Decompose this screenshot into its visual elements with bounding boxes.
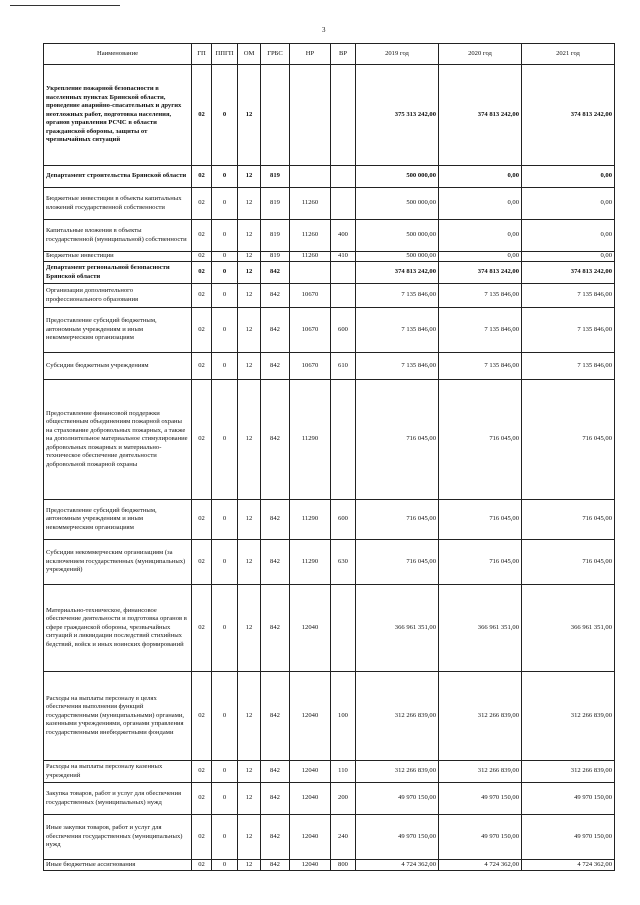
row-nr: 10670 <box>290 353 331 380</box>
row-grbs: 842 <box>261 860 290 871</box>
table-row <box>44 166 615 188</box>
table-row <box>44 815 615 860</box>
row-grbs: 842 <box>261 308 290 353</box>
row-2019: 7 135 846,00 <box>356 353 439 380</box>
row-name: Материально-техническое, финансовое обеспечение деятельности и подготовка органов в сфере гражданской обороны, чрезвычайных ситуаций и ликвидации последствий стихийных бедствий, войск и иных воинских формирований <box>44 585 192 672</box>
row-vr: 200 <box>331 783 356 815</box>
row-om: 12 <box>238 380 261 500</box>
row-name: Субсидии бюджетным учреждениям <box>44 353 192 380</box>
row-gp: 02 <box>192 65 212 166</box>
row-2021: 366 961 351,00 <box>522 585 615 672</box>
row-2020: 7 135 846,00 <box>439 353 522 380</box>
row-nr: 12040 <box>290 783 331 815</box>
header-name: Наименование <box>44 44 192 65</box>
row-om: 12 <box>238 220 261 252</box>
row-2020: 7 135 846,00 <box>439 284 522 308</box>
row-vr: 600 <box>331 308 356 353</box>
row-nr: 12040 <box>290 860 331 871</box>
header-grbs: ГРБС <box>261 44 290 65</box>
row-om: 12 <box>238 284 261 308</box>
header-nr: НР <box>290 44 331 65</box>
row-2021: 49 970 150,00 <box>522 815 615 860</box>
row-name: Департамент региональной безопасности Брянской области <box>44 262 192 284</box>
row-2021: 716 045,00 <box>522 380 615 500</box>
row-nr: 12040 <box>290 672 331 761</box>
row-gp: 02 <box>192 308 212 353</box>
row-om: 12 <box>238 65 261 166</box>
table-row <box>44 585 615 672</box>
row-grbs: 842 <box>261 761 290 783</box>
row-grbs <box>261 65 290 166</box>
row-om: 12 <box>238 672 261 761</box>
row-name: Иные бюджетные ассигнования <box>44 860 192 871</box>
row-grbs: 819 <box>261 166 290 188</box>
header-2019: 2019 год <box>356 44 439 65</box>
row-name: Бюджетные инвестиции в объекты капитальных вложений государственной собственности <box>44 188 192 220</box>
row-vr <box>331 284 356 308</box>
row-gp: 02 <box>192 500 212 540</box>
row-om: 12 <box>238 500 261 540</box>
row-nr: 12040 <box>290 585 331 672</box>
row-name: Иные закупки товаров, работ и услуг для обеспечения государственных (муниципальных) нужд <box>44 815 192 860</box>
table-row <box>44 380 615 500</box>
row-2019: 4 724 362,00 <box>356 860 439 871</box>
table-row <box>44 672 615 761</box>
table-row <box>44 783 615 815</box>
table-row <box>44 500 615 540</box>
row-2020: 0,00 <box>439 188 522 220</box>
row-vr: 800 <box>331 860 356 871</box>
row-nr <box>290 262 331 284</box>
row-grbs: 842 <box>261 783 290 815</box>
header-2021: 2021 год <box>522 44 615 65</box>
row-2021: 7 135 846,00 <box>522 353 615 380</box>
header-2020: 2020 год <box>439 44 522 65</box>
row-grbs: 842 <box>261 585 290 672</box>
row-om: 12 <box>238 252 261 262</box>
row-2021: 374 813 242,00 <box>522 65 615 166</box>
row-gp: 02 <box>192 166 212 188</box>
row-vr <box>331 65 356 166</box>
row-gp: 02 <box>192 815 212 860</box>
row-ppgp: 0 <box>212 308 238 353</box>
row-2021: 716 045,00 <box>522 540 615 585</box>
row-vr: 100 <box>331 672 356 761</box>
header-om: ОМ <box>238 44 261 65</box>
row-gp: 02 <box>192 353 212 380</box>
row-name: Бюджетные инвестиции <box>44 252 192 262</box>
row-grbs: 842 <box>261 815 290 860</box>
row-grbs: 819 <box>261 220 290 252</box>
row-vr: 110 <box>331 761 356 783</box>
row-ppgp: 0 <box>212 761 238 783</box>
row-2021: 4 724 362,00 <box>522 860 615 871</box>
row-name: Закупка товаров, работ и услуг для обеспечения государственных (муниципальных) нужд <box>44 783 192 815</box>
row-2020: 0,00 <box>439 252 522 262</box>
row-2021: 7 135 846,00 <box>522 308 615 353</box>
row-2021: 0,00 <box>522 252 615 262</box>
row-gp: 02 <box>192 585 212 672</box>
row-2021: 716 045,00 <box>522 500 615 540</box>
row-gp: 02 <box>192 284 212 308</box>
row-nr: 12040 <box>290 761 331 783</box>
row-2021: 0,00 <box>522 166 615 188</box>
row-2020: 716 045,00 <box>439 380 522 500</box>
row-2020: 0,00 <box>439 166 522 188</box>
row-2019: 49 970 150,00 <box>356 815 439 860</box>
row-ppgp: 0 <box>212 783 238 815</box>
row-om: 12 <box>238 308 261 353</box>
row-2020: 374 813 242,00 <box>439 262 522 284</box>
page-number: 3 <box>322 26 326 34</box>
row-2019: 500 000,00 <box>356 166 439 188</box>
row-grbs: 842 <box>261 672 290 761</box>
row-nr: 11260 <box>290 252 331 262</box>
row-grbs: 819 <box>261 188 290 220</box>
row-om: 12 <box>238 540 261 585</box>
row-ppgp: 0 <box>212 65 238 166</box>
table-row <box>44 284 615 308</box>
row-2019: 500 000,00 <box>356 188 439 220</box>
table-row <box>44 262 615 284</box>
row-grbs: 842 <box>261 262 290 284</box>
row-vr <box>331 262 356 284</box>
row-2019: 7 135 846,00 <box>356 284 439 308</box>
table-row <box>44 540 615 585</box>
row-grbs: 842 <box>261 284 290 308</box>
row-2020: 716 045,00 <box>439 500 522 540</box>
row-name: Капитальные вложения в объекты государственной (муниципальной) собственности <box>44 220 192 252</box>
row-gp: 02 <box>192 262 212 284</box>
row-2021: 374 813 242,00 <box>522 262 615 284</box>
top-rule <box>10 5 120 6</box>
row-2019: 500 000,00 <box>356 252 439 262</box>
budget-table <box>43 43 615 871</box>
row-gp: 02 <box>192 252 212 262</box>
row-nr: 10670 <box>290 308 331 353</box>
row-2019: 716 045,00 <box>356 540 439 585</box>
table-row <box>44 252 615 262</box>
row-name: Расходы на выплаты персоналу казенных учреждений <box>44 761 192 783</box>
row-nr: 11260 <box>290 188 331 220</box>
row-2020: 716 045,00 <box>439 540 522 585</box>
row-om: 12 <box>238 815 261 860</box>
row-vr <box>331 188 356 220</box>
row-2021: 0,00 <box>522 188 615 220</box>
row-ppgp: 0 <box>212 284 238 308</box>
row-grbs: 842 <box>261 500 290 540</box>
row-ppgp: 0 <box>212 188 238 220</box>
row-gp: 02 <box>192 860 212 871</box>
row-nr: 12040 <box>290 815 331 860</box>
row-om: 12 <box>238 585 261 672</box>
row-gp: 02 <box>192 672 212 761</box>
row-ppgp: 0 <box>212 262 238 284</box>
row-ppgp: 0 <box>212 166 238 188</box>
row-nr <box>290 166 331 188</box>
table-row <box>44 65 615 166</box>
row-2021: 0,00 <box>522 220 615 252</box>
row-2019: 500 000,00 <box>356 220 439 252</box>
row-ppgp: 0 <box>212 380 238 500</box>
row-2020: 4 724 362,00 <box>439 860 522 871</box>
row-2020: 49 970 150,00 <box>439 815 522 860</box>
row-ppgp: 0 <box>212 672 238 761</box>
row-gp: 02 <box>192 188 212 220</box>
row-2019: 312 266 839,00 <box>356 761 439 783</box>
row-2020: 0,00 <box>439 220 522 252</box>
row-ppgp: 0 <box>212 815 238 860</box>
row-2020: 312 266 839,00 <box>439 672 522 761</box>
row-name: Департамент строительства Брянской области <box>44 166 192 188</box>
row-name: Субсидии некоммерческим организациям (за исключением государственных (муниципальных) учреждений) <box>44 540 192 585</box>
row-om: 12 <box>238 761 261 783</box>
row-ppgp: 0 <box>212 540 238 585</box>
row-nr: 11290 <box>290 500 331 540</box>
row-nr: 10670 <box>290 284 331 308</box>
row-grbs: 842 <box>261 353 290 380</box>
row-om: 12 <box>238 783 261 815</box>
row-nr <box>290 65 331 166</box>
row-om: 12 <box>238 860 261 871</box>
row-2021: 49 970 150,00 <box>522 783 615 815</box>
row-2019: 312 266 839,00 <box>356 672 439 761</box>
table-row <box>44 220 615 252</box>
row-ppgp: 0 <box>212 353 238 380</box>
row-vr: 610 <box>331 353 356 380</box>
row-2019: 716 045,00 <box>356 380 439 500</box>
row-ppgp: 0 <box>212 220 238 252</box>
row-vr <box>331 166 356 188</box>
row-om: 12 <box>238 188 261 220</box>
row-2019: 374 813 242,00 <box>356 262 439 284</box>
header-gp: ГП <box>192 44 212 65</box>
row-name: Предоставление субсидий бюджетным, автономным учреждениям и иным некоммерческим организациям <box>44 308 192 353</box>
row-name: Предоставление финансовой поддержки общественным объединениям пожарной охраны на страхование добровольных пожарных, а также на дополнительное материальное стимулирование добровольных пожарных и материально-техническое обеспечение деятельности добровольной пожарной охраны <box>44 380 192 500</box>
row-gp: 02 <box>192 220 212 252</box>
row-om: 12 <box>238 262 261 284</box>
row-vr: 630 <box>331 540 356 585</box>
row-2019: 366 961 351,00 <box>356 585 439 672</box>
row-2020: 366 961 351,00 <box>439 585 522 672</box>
header-vr: ВР <box>331 44 356 65</box>
row-grbs: 842 <box>261 380 290 500</box>
row-grbs: 819 <box>261 252 290 262</box>
row-om: 12 <box>238 166 261 188</box>
row-2019: 716 045,00 <box>356 500 439 540</box>
table-row <box>44 353 615 380</box>
row-ppgp: 0 <box>212 252 238 262</box>
row-nr: 11290 <box>290 380 331 500</box>
row-nr: 11260 <box>290 220 331 252</box>
row-2020: 49 970 150,00 <box>439 783 522 815</box>
row-vr: 400 <box>331 220 356 252</box>
table-row <box>44 761 615 783</box>
row-nr: 11290 <box>290 540 331 585</box>
row-name: Организации дополнительного профессионального образования <box>44 284 192 308</box>
row-gp: 02 <box>192 783 212 815</box>
row-2019: 49 970 150,00 <box>356 783 439 815</box>
row-2020: 312 266 839,00 <box>439 761 522 783</box>
row-name: Укрепление пожарной безопасности в населенных пунктах Брянской области, проведение аварийно-спасательных и других неотложных работ, подготовка населения, органов управления РСЧС в области гражданской обороны, защиты от чрезвычайных ситуаций <box>44 65 192 166</box>
row-2019: 375 313 242,00 <box>356 65 439 166</box>
row-ppgp: 0 <box>212 860 238 871</box>
table-row <box>44 188 615 220</box>
row-ppgp: 0 <box>212 500 238 540</box>
row-2020: 7 135 846,00 <box>439 308 522 353</box>
table-header-row <box>44 44 615 65</box>
row-gp: 02 <box>192 761 212 783</box>
row-2020: 374 813 242,00 <box>439 65 522 166</box>
row-grbs: 842 <box>261 540 290 585</box>
table-row <box>44 308 615 353</box>
row-name: Расходы на выплаты персоналу в целях обеспечения выполнения функций государственными (муниципальными) органами, казенными учреждениями, органами управления государственными внебюджетными фондами <box>44 672 192 761</box>
row-2021: 7 135 846,00 <box>522 284 615 308</box>
row-vr: 410 <box>331 252 356 262</box>
row-vr: 600 <box>331 500 356 540</box>
row-gp: 02 <box>192 380 212 500</box>
row-2019: 7 135 846,00 <box>356 308 439 353</box>
table-row <box>44 860 615 871</box>
row-vr <box>331 380 356 500</box>
row-name: Предоставление субсидий бюджетным, автономным учреждениям и иным некоммерческим организациям <box>44 500 192 540</box>
row-gp: 02 <box>192 540 212 585</box>
row-vr <box>331 585 356 672</box>
row-2021: 312 266 839,00 <box>522 672 615 761</box>
row-om: 12 <box>238 353 261 380</box>
row-ppgp: 0 <box>212 585 238 672</box>
header-ppgp: ППГП <box>212 44 238 65</box>
row-vr: 240 <box>331 815 356 860</box>
row-2021: 312 266 839,00 <box>522 761 615 783</box>
